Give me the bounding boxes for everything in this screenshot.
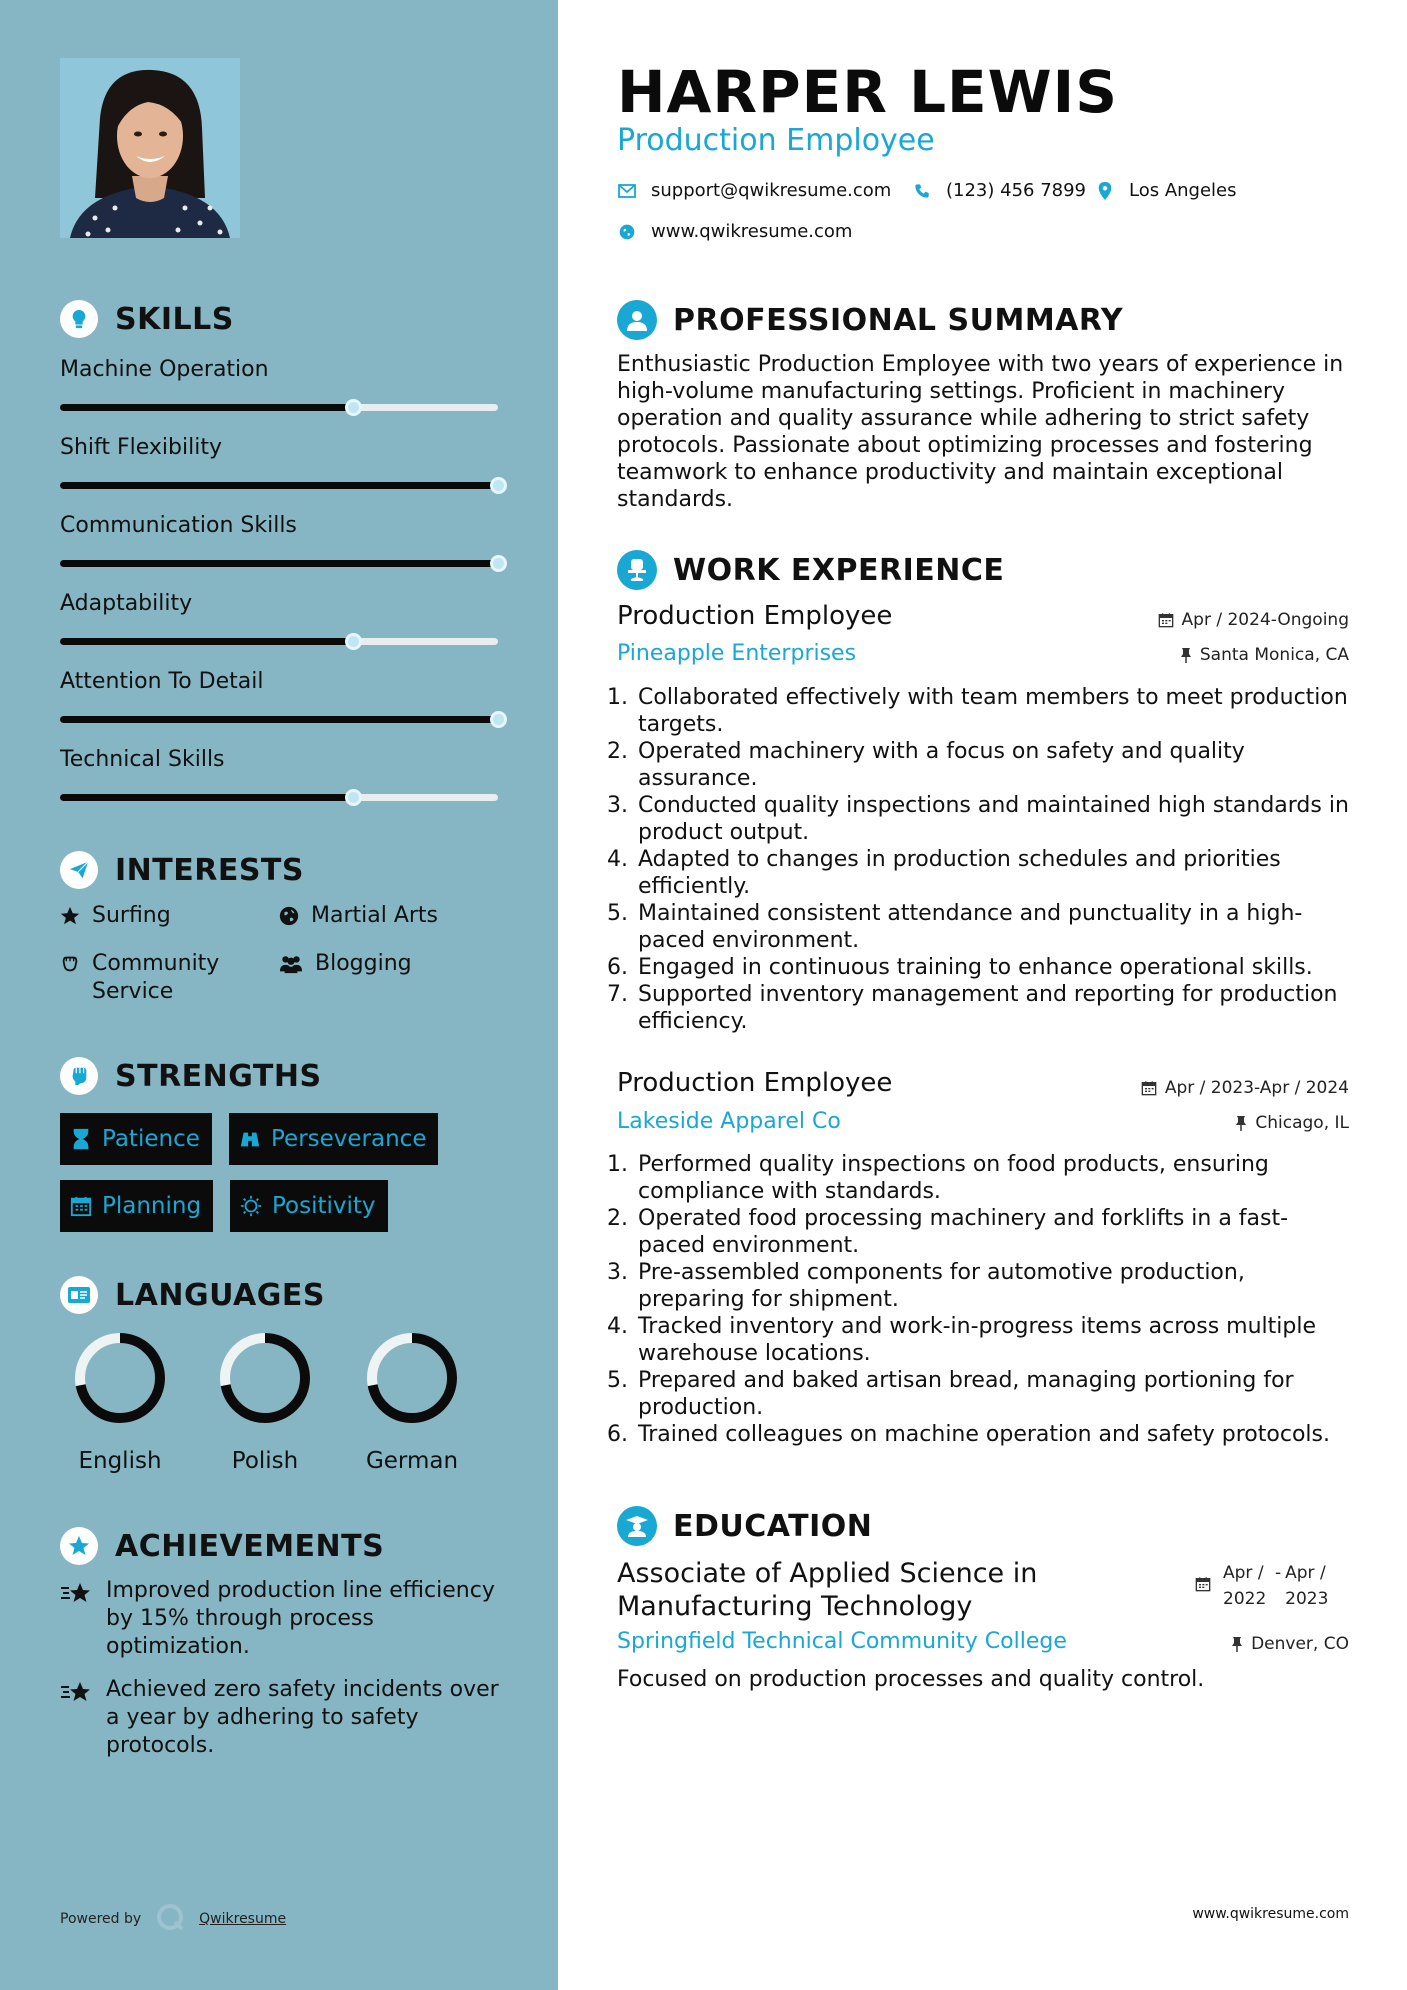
globe-icon [617, 222, 637, 242]
skill-label: Attention To Detail [60, 669, 264, 694]
skill-label: Machine Operation [60, 357, 269, 382]
achievements-title: ACHIEVEMENTS [115, 1528, 385, 1564]
contact-phone[interactable] [912, 180, 1086, 201]
skill-bar-fill [60, 716, 498, 723]
hourglass-icon [70, 1128, 92, 1150]
job-company: Pineapple Enterprises [617, 641, 857, 666]
skill-label: Communication Skills [60, 513, 297, 538]
skill-bar-fill [60, 560, 498, 567]
strengths-heading [60, 1057, 322, 1095]
school-name: Springfield Technical Community College [617, 1629, 1067, 1654]
job-bullet: 6. Engaged in continuous training to enhance operational skills. [635, 954, 1352, 981]
education-title: EDUCATION [673, 1508, 873, 1544]
shooting-star-icon [60, 1577, 96, 1610]
job-company: Lakeside Apparel Co [617, 1109, 841, 1134]
achievement-text: Achieved zero safety incidents over a year by adhering to safety protocols. [106, 1677, 499, 1758]
job-bullet: 2. Operated food processing machinery and forklifts in a fast-paced environment. [635, 1205, 1352, 1259]
calendar-icon [1141, 1080, 1157, 1096]
interest-item [277, 950, 412, 978]
skill-row [60, 435, 500, 460]
skill-bar-knob [490, 555, 507, 572]
skills-heading [60, 300, 234, 338]
graduate-icon [617, 1506, 657, 1546]
lightbulb-icon [60, 300, 98, 338]
languages-title: LANGUAGES [115, 1277, 325, 1313]
achievement-text: Improved production line efficiency by 15% through process optimization. [106, 1578, 495, 1659]
pushpin-icon [1180, 647, 1192, 663]
education-note: Focused on production processes and quality control. [617, 1667, 1205, 1692]
strength-label: Planning [102, 1193, 202, 1219]
users-icon [277, 950, 305, 978]
strength-label: Positivity [272, 1193, 376, 1219]
education-heading [617, 1506, 872, 1546]
powered-by [60, 1902, 286, 1936]
job-bullets [612, 684, 1352, 1035]
pushpin-icon [1231, 1636, 1243, 1652]
fist-icon [60, 1057, 98, 1095]
contact-location [1095, 180, 1237, 201]
languages-heading [60, 1276, 325, 1314]
skill-row [60, 513, 500, 538]
phone-text: (123) 456 7899 [946, 180, 1087, 201]
globe-icon [277, 902, 301, 930]
job-bullet: 4. Tracked inventory and work-in-progress items across multiple warehouse locations. [635, 1313, 1352, 1367]
job-bullets [612, 1151, 1352, 1448]
powered-by-label: Powered by [60, 1911, 142, 1927]
candidate-role: Production Employee [617, 123, 935, 158]
job-bullet: 7. Supported inventory management and reporting for production efficiency. [635, 981, 1352, 1035]
summary-heading [617, 300, 1123, 340]
language-ring [72, 1330, 168, 1426]
skill-row [60, 591, 500, 616]
skill-row [60, 669, 500, 694]
calendar-icon [1195, 1574, 1211, 1600]
office-chair-icon [617, 550, 657, 590]
job-dates [1158, 610, 1349, 630]
contact-website[interactable] [617, 221, 852, 242]
skill-bar-fill [60, 404, 353, 411]
job-dates-text: Apr / 2024-Ongoing [1181, 610, 1349, 630]
language-card-icon [60, 1276, 98, 1314]
strength-badge [60, 1180, 213, 1232]
interest-label: Blogging [315, 951, 412, 976]
strength-badge [229, 1113, 438, 1165]
skill-bar-knob [345, 789, 362, 806]
skill-row [60, 357, 500, 382]
skill-bar-track [60, 794, 498, 801]
summary-title: PROFESSIONAL SUMMARY [673, 302, 1124, 338]
experience-title: WORK EXPERIENCE [673, 552, 1005, 588]
interests-heading [60, 851, 304, 889]
education-location-text: Denver, CO [1251, 1634, 1349, 1654]
location-text: Los Angeles [1129, 180, 1237, 201]
language-item [347, 1330, 477, 1474]
job-dates-text: Apr / 2023-Apr / 2024 [1164, 1078, 1349, 1098]
skill-row [60, 747, 500, 772]
binoculars-icon [239, 1128, 261, 1150]
calendar-icon [70, 1195, 92, 1217]
achievement-item [60, 1577, 500, 1661]
envelope-icon [617, 181, 637, 201]
job-bullet: 4. Adapted to changes in production schedules and priorities efficiently. [635, 846, 1352, 900]
skill-bar-fill [60, 482, 498, 489]
skill-label: Adaptability [60, 591, 193, 616]
achievements-heading [60, 1527, 384, 1565]
language-item [200, 1330, 330, 1474]
email-text: support@qwikresume.com [651, 180, 892, 201]
skill-bar-knob [345, 633, 362, 650]
job-bullet: 1. Collaborated effectively with team members to meet production targets. [635, 684, 1352, 738]
strength-label: Patience [102, 1126, 200, 1152]
education-end-year: 2023 [1285, 1589, 1329, 1609]
job-bullet: 6. Trained colleagues on machine operation and safety protocols. [635, 1421, 1352, 1448]
shooting-star-icon [60, 1676, 96, 1709]
education-location [1231, 1634, 1349, 1654]
language-label: German [365, 1448, 459, 1474]
qwikresume-logo-icon [155, 1902, 185, 1936]
user-icon [617, 300, 657, 340]
phone-icon [912, 181, 932, 201]
profile-photo [60, 58, 240, 238]
language-ring [364, 1330, 460, 1426]
job-bullet: 1. Performed quality inspections on food products, ensuring compliance with standards. [635, 1151, 1352, 1205]
job-location [1180, 645, 1349, 665]
strength-badge [230, 1180, 388, 1232]
skill-bar-fill [60, 638, 353, 645]
pushpin-icon [1235, 1115, 1247, 1131]
job-location-text: Santa Monica, CA [1199, 645, 1349, 665]
education-end-month: Apr / [1285, 1563, 1326, 1583]
job-bullet: 3. Conducted quality inspections and maintained high standards in product output. [635, 792, 1352, 846]
education-end [1285, 1560, 1333, 1612]
summary-text: Enthusiastic Production Employee with two years of experience in high-volume manufacturing settings. Proficient in machinery operation and quality assurance while adhering to strict safety protocols. Passionate about optimizing processes and fostering teamwork to enhance productivity and maintain exceptional standards. [617, 352, 1344, 512]
skill-bar-fill [60, 794, 353, 801]
job-location [1235, 1113, 1349, 1133]
job-bullet: 5. Maintained consistent attendance and punctuality in a high-paced environment. [635, 900, 1352, 954]
education-start [1223, 1560, 1271, 1612]
website-text: www.qwikresume.com [651, 221, 853, 242]
interest-item [58, 950, 248, 1006]
language-ring [217, 1330, 313, 1426]
language-label: English [78, 1448, 162, 1474]
interests-title: INTERESTS [115, 852, 304, 888]
degree-title: Associate of Applied Science in Manufacturing Technology [617, 1558, 1038, 1622]
star-badge-icon [60, 1527, 98, 1565]
date-separator: - [1275, 1563, 1282, 1583]
skill-bar-track [60, 638, 498, 645]
job-dates [1141, 1078, 1349, 1098]
contact-email[interactable] [617, 180, 891, 201]
calendar-icon [1158, 612, 1174, 628]
strengths-title: STRENGTHS [115, 1058, 322, 1094]
job-location-text: Chicago, IL [1255, 1113, 1349, 1133]
skill-bar-track [60, 716, 498, 723]
powered-by-brand-link[interactable]: Qwikresume [199, 1911, 287, 1927]
footer-url[interactable]: www.qwikresume.com [1192, 1906, 1349, 1922]
interest-item [58, 902, 171, 930]
skill-bar-track [60, 482, 498, 489]
job-bullet: 2. Operated machinery with a focus on safety and quality assurance. [635, 738, 1352, 792]
education-start-month: Apr / [1223, 1563, 1264, 1583]
hand-icon [58, 950, 82, 978]
language-label: Polish [231, 1448, 299, 1474]
job-bullet: 3. Pre-assembled components for automotive production, preparing for shipment. [635, 1259, 1352, 1313]
skill-bar-knob [345, 399, 362, 416]
job-bullet: 5. Prepared and baked artisan bread, managing portioning for production. [635, 1367, 1352, 1421]
sun-icon [240, 1195, 262, 1217]
skill-bar-knob [490, 477, 507, 494]
education-start-year: 2022 [1223, 1589, 1267, 1609]
interest-label: Surfing [92, 903, 171, 928]
skill-bar-track [60, 404, 498, 411]
interest-label: Martial Arts [311, 903, 439, 928]
job-title: Production Employee [617, 601, 893, 631]
sidebar [0, 0, 558, 1990]
skill-bar-track [60, 560, 498, 567]
skill-label: Shift Flexibility [60, 435, 222, 460]
language-item [55, 1330, 185, 1474]
interest-label: Community Service [92, 951, 220, 1004]
candidate-name: HARPER LEWIS [617, 58, 1118, 126]
achievement-item [60, 1676, 500, 1760]
skill-bar-knob [490, 711, 507, 728]
strength-badge [60, 1113, 212, 1165]
skill-label: Technical Skills [60, 747, 225, 772]
interest-item [277, 902, 438, 930]
skills-title: SKILLS [115, 301, 234, 337]
paper-plane-icon [60, 851, 98, 889]
experience-heading [617, 550, 1004, 590]
map-pin-icon [1095, 181, 1115, 201]
education-dates [1195, 1560, 1333, 1612]
star-icon [58, 902, 82, 930]
job-title: Production Employee [617, 1068, 893, 1098]
strength-label: Perseverance [271, 1126, 427, 1152]
